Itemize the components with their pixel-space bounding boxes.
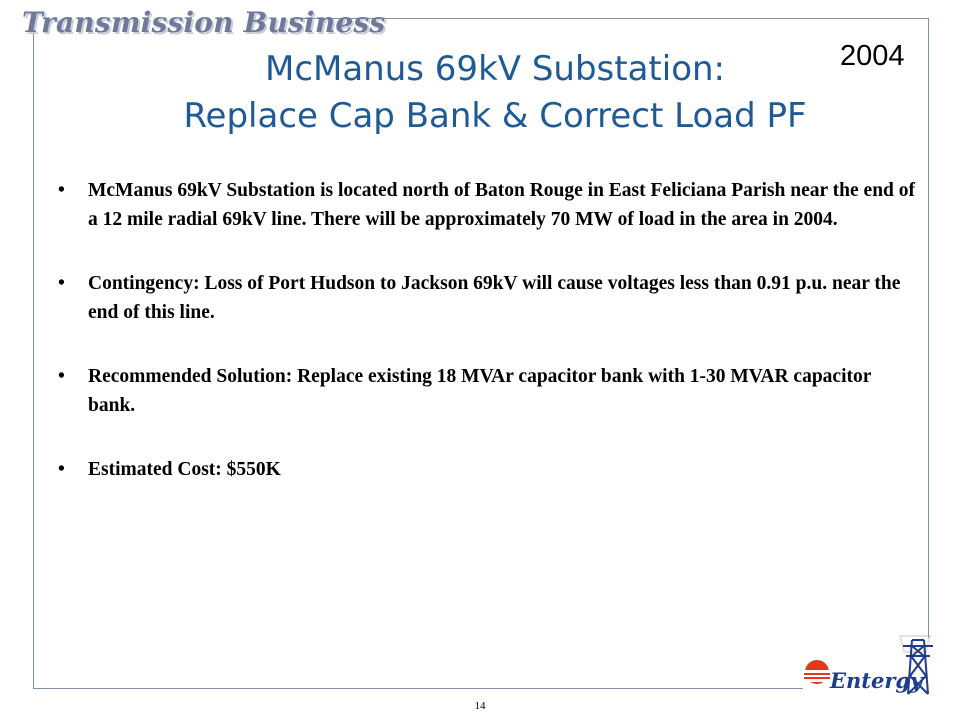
- bullet-item: [58, 269, 918, 327]
- bullet-dot: •: [58, 366, 65, 387]
- bullet-text: Estimated Cost: $550K: [88, 459, 281, 480]
- title-line-2: Replace Cap Bank & Correct Load PF: [183, 96, 807, 136]
- sun-icon: [804, 660, 830, 684]
- bullet-dot: •: [58, 180, 65, 201]
- brand-header: Transmission Business: [22, 6, 386, 39]
- frame-top-border: [290, 18, 929, 19]
- title-line-1: McManus 69kV Substation:: [264, 49, 725, 89]
- bullet-item: [58, 362, 918, 420]
- bullet-item: [58, 176, 918, 234]
- bullet-list: [58, 176, 918, 519]
- bullet-text: Contingency: Loss of Port Hudson to Jackson 69kV will cause voltages less than 0.91 p.u. near the end of this line.: [88, 273, 901, 323]
- entergy-logo-text: Entergy: [830, 668, 923, 693]
- frame-left-border: [33, 26, 34, 688]
- page-number: 14: [474, 700, 486, 712]
- bullet-item: [58, 455, 918, 484]
- frame-right-border: [928, 18, 929, 638]
- frame-bottom-border: [33, 688, 803, 689]
- bullet-text: McManus 69kV Substation is located north of Baton Rouge in East Feliciana Parish near the end of a 12 mile radial 69kV line. There will be approximately 70 MW of load in the area in 2004.: [88, 180, 915, 230]
- slide-title: [70, 46, 920, 140]
- bullet-dot: •: [58, 273, 65, 294]
- slide-year: 2004: [840, 40, 905, 72]
- bullet-text: Recommended Solution: Replace existing 18 MVAr capacitor bank with 1-30 MVAR capacitor bank.: [88, 366, 872, 416]
- bullet-dot: •: [58, 459, 65, 480]
